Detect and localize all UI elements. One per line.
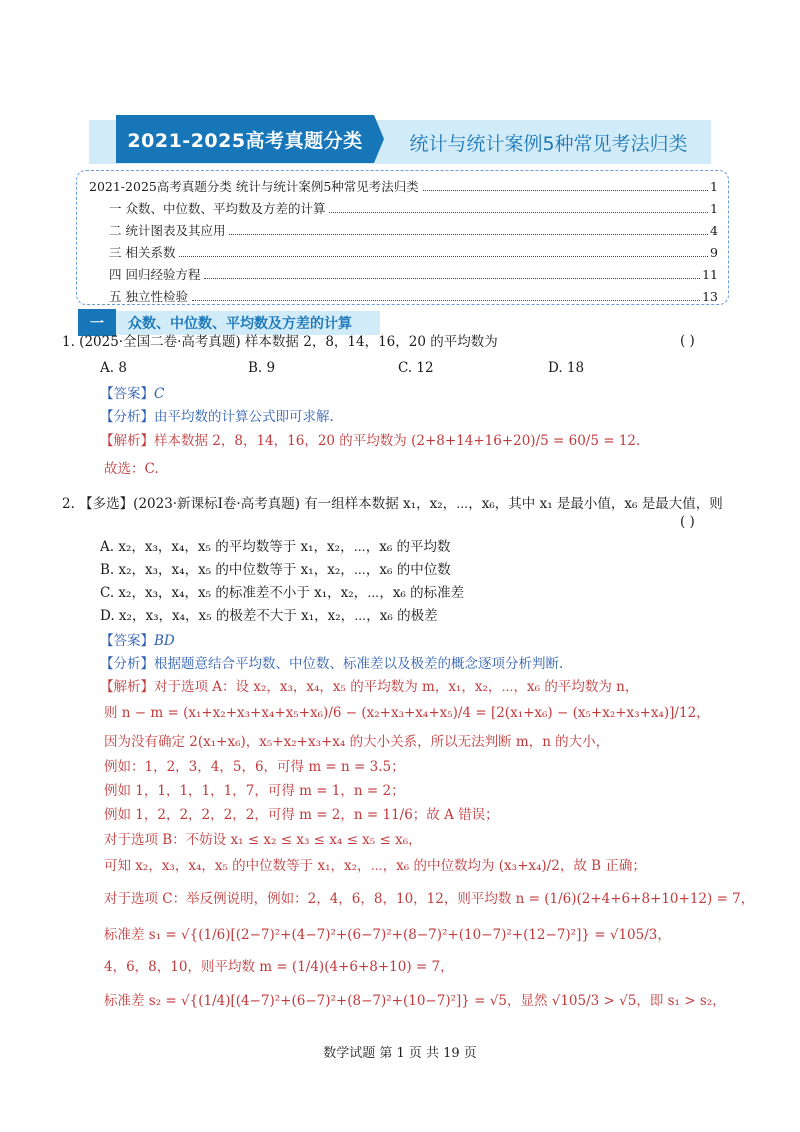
q2-option-b: B. x₂，x₃，x₄，x₅ 的中位数等于 x₁，x₂，⋯，x₆ 的中位数 — [100, 562, 451, 578]
toc-dots — [229, 234, 708, 235]
q2-option-a: A. x₂，x₃，x₄，x₅ 的平均数等于 x₁，x₂，⋯，x₆ 的平均数 — [100, 539, 451, 555]
answer-tag: 【答案】 — [100, 633, 154, 649]
q2-solution-line: 标准差 s₂ = √{(1/4)[(4−7)²+(6−7)²+(8−7)²+(10−7)²]} = √5，显然 √105/3 > √5，即 s₁ > s₂， — [104, 993, 726, 1009]
q1-answer — [100, 385, 164, 403]
q2-solution-line: 4，6，8，10，则平均数 m = (1/4)(4+6+8+10) = 7， — [104, 959, 454, 975]
toc-item-page: 1 — [710, 201, 718, 216]
toc-dots — [204, 278, 700, 279]
solution-text: 样本数据 2，8，14，16，20 的平均数为 (2+8+14+16+20)/5 = 60/5 = 12. — [154, 433, 641, 449]
q1-stem: 1. (2025·全国二卷·高考真题) 样本数据 2，8，14，16，20 的平均数为 — [62, 334, 498, 350]
q1-option-c: C. 12 — [398, 360, 434, 376]
table-of-contents — [76, 170, 729, 305]
toc-dots — [192, 300, 700, 301]
q1-answer-paren: ( ) — [680, 333, 695, 349]
toc-item-label: 四 回归经验方程 — [109, 267, 201, 282]
q2-answer — [100, 632, 175, 650]
analysis-tag: 【分析】 — [100, 409, 154, 425]
q2-stem: 2. 【多选】(2023·新课标Ⅰ卷·高考真题) 有一组样本数据 x₁，x₂，⋯，x₆，其中 x₁ 是最小值，x₆ 是最大值，则 — [62, 496, 723, 512]
q1-option-a: A. 8 — [100, 360, 127, 376]
q2-solution-line: 可知 x₂，x₃，x₄，x₅ 的中位数等于 x₁，x₂，⋯，x₆ 的中位数均为 (x₃+x₄)/2，故 B 正确； — [104, 858, 646, 874]
solution-text: 对于选项 A：设 x₂，x₃，x₄，x₅ 的平均数为 m，x₁，x₂，⋯，x₆ 的平均数为 n， — [154, 679, 639, 695]
q1-option-b: B. 9 — [248, 360, 276, 376]
q2-solution-line: 例如 1，1，1，1，1，7，可得 m = 1，n = 2； — [104, 783, 405, 799]
page-footer: 数学试题 第 1 页 共 19 页 — [323, 1046, 477, 1061]
toc-item[interactable] — [89, 287, 718, 309]
toc-item-page: 9 — [710, 245, 718, 260]
toc-item[interactable] — [89, 221, 718, 243]
q2-solution-line: 因为没有确定 2(x₁+x₆)，x₅+x₂+x₃+x₄ 的大小关系，所以无法判断 m，n 的大小， — [104, 734, 610, 750]
toc-item[interactable] — [89, 243, 718, 265]
analysis-text: 根据题意结合平均数、中位数、标准差以及极差的概念逐项分析判断. — [154, 656, 564, 672]
answer-value: C — [154, 386, 165, 402]
toc-dots — [179, 256, 708, 257]
toc-item-label: 五 独立性检验 — [109, 289, 188, 304]
solution-tag: 【解析】 — [100, 433, 154, 449]
q2-option-d: D. x₂，x₃，x₄，x₅ 的极差不大于 x₁，x₂，⋯，x₆ 的极差 — [100, 608, 438, 624]
q2-solution-line: 对于选项 B：不妨设 x₁ ≤ x₂ ≤ x₃ ≤ x₄ ≤ x₅ ≤ x₆， — [104, 832, 422, 848]
toc-item-page: 13 — [702, 289, 718, 304]
section-title: 众数、中位数、平均数及方差的计算 — [128, 316, 352, 332]
analysis-tag: 【分析】 — [100, 656, 154, 672]
toc-item-page: 11 — [702, 267, 718, 282]
analysis-text: 由平均数的计算公式即可求解. — [154, 409, 334, 425]
toc-item[interactable] — [89, 177, 718, 199]
toc-item-label: 2021-2025高考真题分类 统计与统计案例5种常见考法归类 — [89, 179, 419, 194]
q2-solution-line: 对于选项 C：举反例说明，例如：2，4，6，8，10，12，则平均数 n = (1/6)(2+4+6+8+10+12) = 7， — [104, 891, 755, 907]
q1-analysis — [100, 408, 334, 426]
header-right-title: 统计与统计案例5种常见考法归类 — [409, 132, 688, 155]
q2-solution-line: 则 n − m = (x₁+x₂+x₃+x₄+x₅+x₆)/6 − (x₂+x₃+x₄+x₅)/4 = [2(x₁+x₆) − (x₅+x₂+x₃+x₄)]/12， — [104, 705, 710, 721]
toc-dots — [423, 190, 708, 191]
solution-tag: 【解析】 — [100, 679, 154, 695]
section-number: 一 — [78, 309, 116, 336]
toc-item-page: 4 — [710, 223, 718, 238]
q2-option-c: C. x₂，x₃，x₄，x₅ 的标准差不小于 x₁，x₂，⋯，x₆ 的标准差 — [100, 585, 465, 601]
toc-dots — [329, 212, 708, 213]
q1-conclusion: 故选：C. — [104, 461, 159, 477]
q2-analysis — [100, 655, 563, 673]
header-left-title: 2021-2025高考真题分类 — [116, 115, 374, 163]
toc-item[interactable] — [89, 265, 718, 287]
toc-item-label: 三 相关系数 — [109, 245, 176, 260]
q2-solution-line — [100, 678, 638, 696]
q2-answer-paren: ( ) — [680, 514, 695, 530]
toc-item-page: 1 — [710, 179, 718, 194]
toc-item-label: 二 统计图表及其应用 — [109, 223, 226, 238]
q1-solution — [100, 432, 640, 450]
answer-value: BD — [154, 633, 175, 649]
toc-item[interactable] — [89, 199, 718, 221]
answer-tag: 【答案】 — [100, 386, 154, 402]
q2-solution-line: 例如 1，2，2，2，2，2，可得 m = 2，n = 11/6；故 A 错误； — [104, 807, 499, 823]
toc-item-label: 一 众数、中位数、平均数及方差的计算 — [109, 201, 326, 216]
q2-solution-line: 例如：1，2，3，4，5，6，可得 m = n = 3.5； — [104, 759, 405, 775]
q1-option-d: D. 18 — [548, 360, 585, 376]
q2-solution-line: 标准差 s₁ = √{(1/6)[(2−7)²+(4−7)²+(6−7)²+(8−7)²+(10−7)²+(12−7)²]} = √105/3， — [104, 927, 671, 943]
